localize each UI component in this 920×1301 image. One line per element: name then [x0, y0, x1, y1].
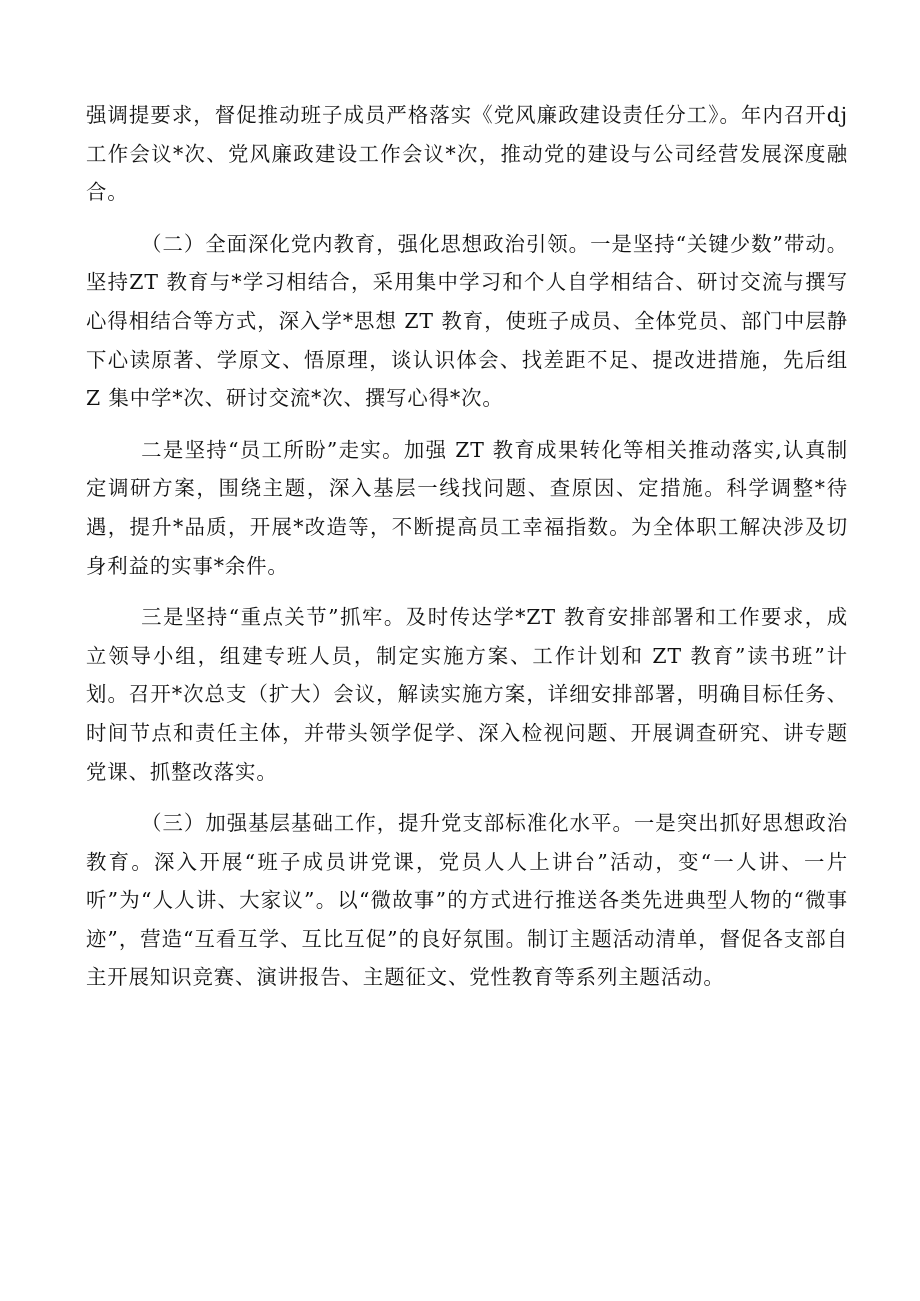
- paragraph-2: （二）全面深化党内教育，强化思想政治引领。一是坚持“关键少数”带动。坚持ZT 教育与*学习相结合，采用集中学习和个人自学相结合、研讨交流与撰写心得相结合等方式，深入学*思想 ZT 教育，使班子成员、全体党员、部门中层静下心读原著、学原文、悟原理，谈认识体会、找差距不足、提改进措施，先后组 Z 集中学*次、研讨交流*次、撰写心得*次。: [86, 231, 848, 411]
- document-body: [86, 96, 848, 997]
- paragraph-5: （三）加强基层基础工作，提升党支部标准化水平。一是突出抓好思想政治教育。深入开展“班子成员讲党课，党员人人上讲台”活动，变“一人讲、一片听”为“人人讲、大家议”。以“微故事”的方式进行推送各类先进典型人物的“微事迹”，营造“互看互学、互比互促”的良好氛围。制订主题活动清单，督促各支部自主开展知识竞赛、演讲报告、主题征文、党性教育等系列主题活动。: [86, 811, 848, 990]
- paragraph-1: 强调提要求，督促推动班子成员严格落实《党风廉政建设责任分工》。年内召开dj 工作会议*次、党风廉政建设工作会议*次，推动党的建设与公司经营发展深度融合。: [86, 103, 848, 205]
- paragraph-3: 二是坚持“员工所盼”走实。加强 ZT 教育成果转化等相关推动落实,认真制定调研方案，围绕主题，深入基层一线找问题、查原因、定措施。科学调整*待遇，提升*品质，开展*改造等，不断提高员工幸福指数。为全体职工解决涉及切身利益的实事*余件。: [86, 437, 848, 578]
- paragraph-4: 三是坚持“重点关节”抓牢。及时传达学*ZT 教育安排部署和工作要求，成立领导小组，组建专班人员，制定实施方案、工作计划和 ZT 教育”读书班”计划。召开*次总支（扩大）会议，解读实施方案，详细安排部署，明确目标任务、时间节点和责任主体，并带头领学促学、深入检视问题、开展调查研究、讲专题党课、抓整改落实。: [86, 605, 848, 784]
